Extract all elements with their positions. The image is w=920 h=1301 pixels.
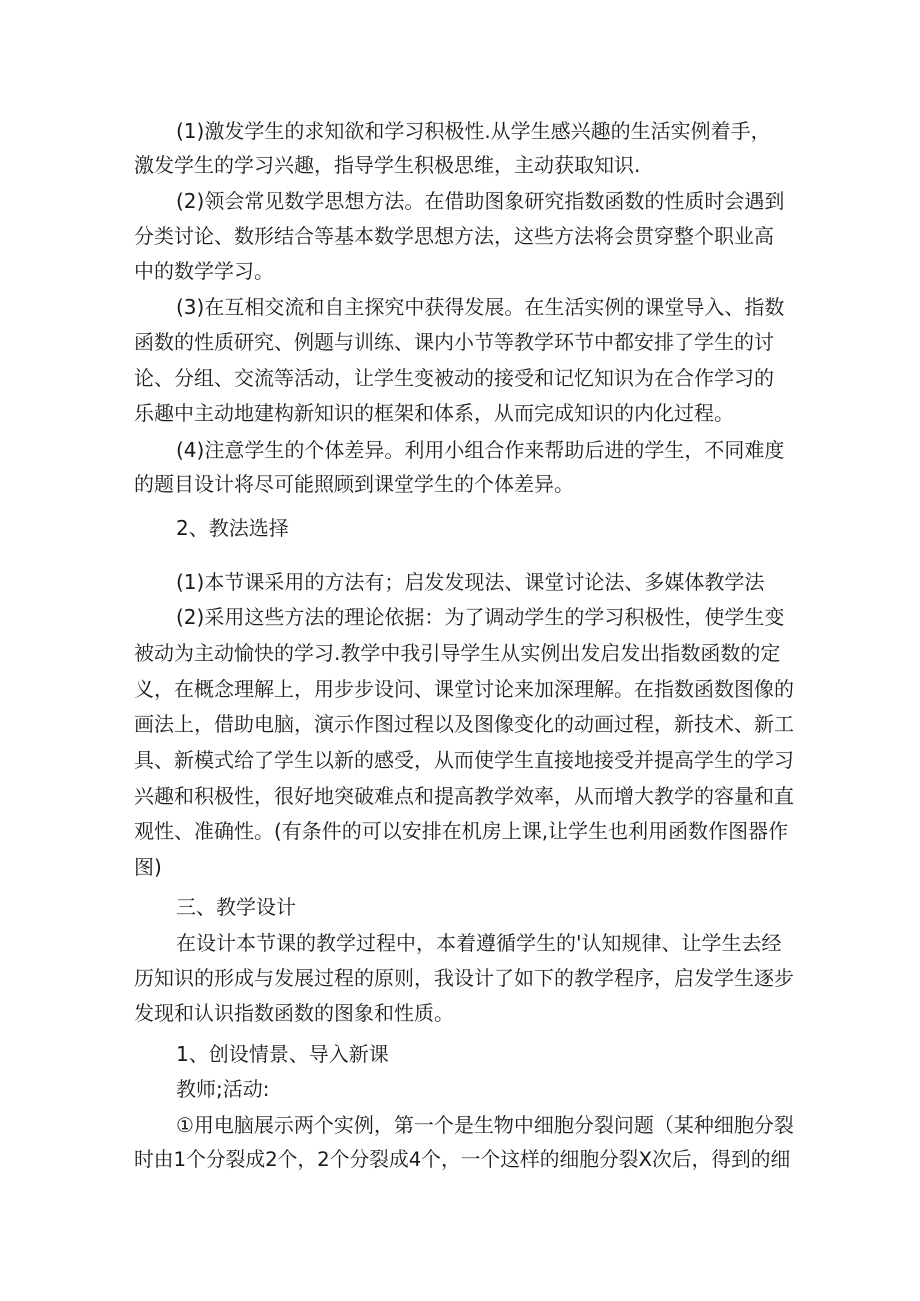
section-heading: 2、教法选择 — [176, 516, 289, 540]
text-line: (1)激发学生的求知欲和学习积极性.从学生感兴趣的生活实例着手， — [176, 119, 771, 143]
text-line: 图) — [134, 855, 162, 879]
text-line: 具、新模式给了学生以新的感受，从而使学生直接地接受并提高学生的学习 — [134, 748, 794, 772]
text-line: 义，在概念理解上，用步步设问、课堂讨论来加深理解。在指数函数图像的 — [134, 677, 794, 701]
text-line: (2)采用这些方法的理论依据：为了调动学生的学习积极性，使学生变 — [176, 605, 785, 629]
text-line: 函数的性质研究、例题与训练、课内小节等教学环节中都安排了学生的讨 — [134, 330, 774, 354]
text-line: 教师;活动: — [176, 1077, 270, 1101]
text-line: 兴趣和积极性，很好地突破难点和提高教学效率，从而增大教学的容量和直 — [134, 784, 794, 808]
text-line: 激发学生的学习兴趣，指导学生积极思维，主动获取知识. — [134, 153, 641, 177]
text-line: ①用电脑展示两个实例，第一个是生物中细胞分裂问题（某种细胞分裂 — [176, 1113, 794, 1137]
section-heading: 1、创设情景、导入新课 — [176, 1042, 389, 1066]
text-line: 在设计本节课的教学过程中，本着遵循学生的'认知规律、让学生去经 — [176, 931, 782, 955]
text-line: 被动为主动愉快的学习.教学中我引导学生从实例出发启发出指数函数的定 — [134, 641, 781, 665]
text-line: (2)领会常见数学思想方法。在借助图象研究指数函数的性质时会遇到 — [176, 189, 785, 213]
text-line: 乐趣中主动地建构新知识的框架和体系，从而完成知识的内化过程。 — [134, 401, 734, 425]
text-line: 分类讨论、数形结合等基本数学思想方法，这些方法将会贯穿整个职业高 — [134, 224, 774, 248]
text-line: (1)本节课采用的方法有；启发发现法、课堂讨论法、多媒体教学法 — [176, 570, 765, 594]
text-line: (4)注意学生的个体差异。利用小组合作来帮助后进的学生，不同难度 — [176, 438, 785, 462]
text-line: 中的数学学习。 — [134, 259, 274, 283]
text-line: 画法上，借助电脑，演示作图过程以及图像变化的动画过程，新技术、新工 — [134, 712, 794, 736]
text-line: 的题目设计将尽可能照顾到课堂学生的个体差异。 — [134, 472, 574, 496]
section-heading: 三、教学设计 — [176, 895, 296, 919]
text-line: 时由1个分裂成2个，2个分裂成4个，一个这样的细胞分裂X次后，得到的细 — [134, 1148, 791, 1171]
text-line: 历知识的形成与发展过程的原则，我设计了如下的教学程序，启发学生逐步 — [134, 966, 794, 990]
text-line: 论、分组、交流等活动，让学生变被动的接受和记忆知识为在合作学习的 — [134, 366, 774, 390]
text-line: 发现和认识指数函数的图象和性质。 — [134, 1001, 454, 1025]
text-line: (3)在互相交流和自主探究中获得发展。在生活实例的课堂导入、指数 — [176, 295, 785, 319]
text-line: 观性、准确性。(有条件的可以安排在机房上课,让学生也利用函数作图器作 — [134, 819, 789, 843]
